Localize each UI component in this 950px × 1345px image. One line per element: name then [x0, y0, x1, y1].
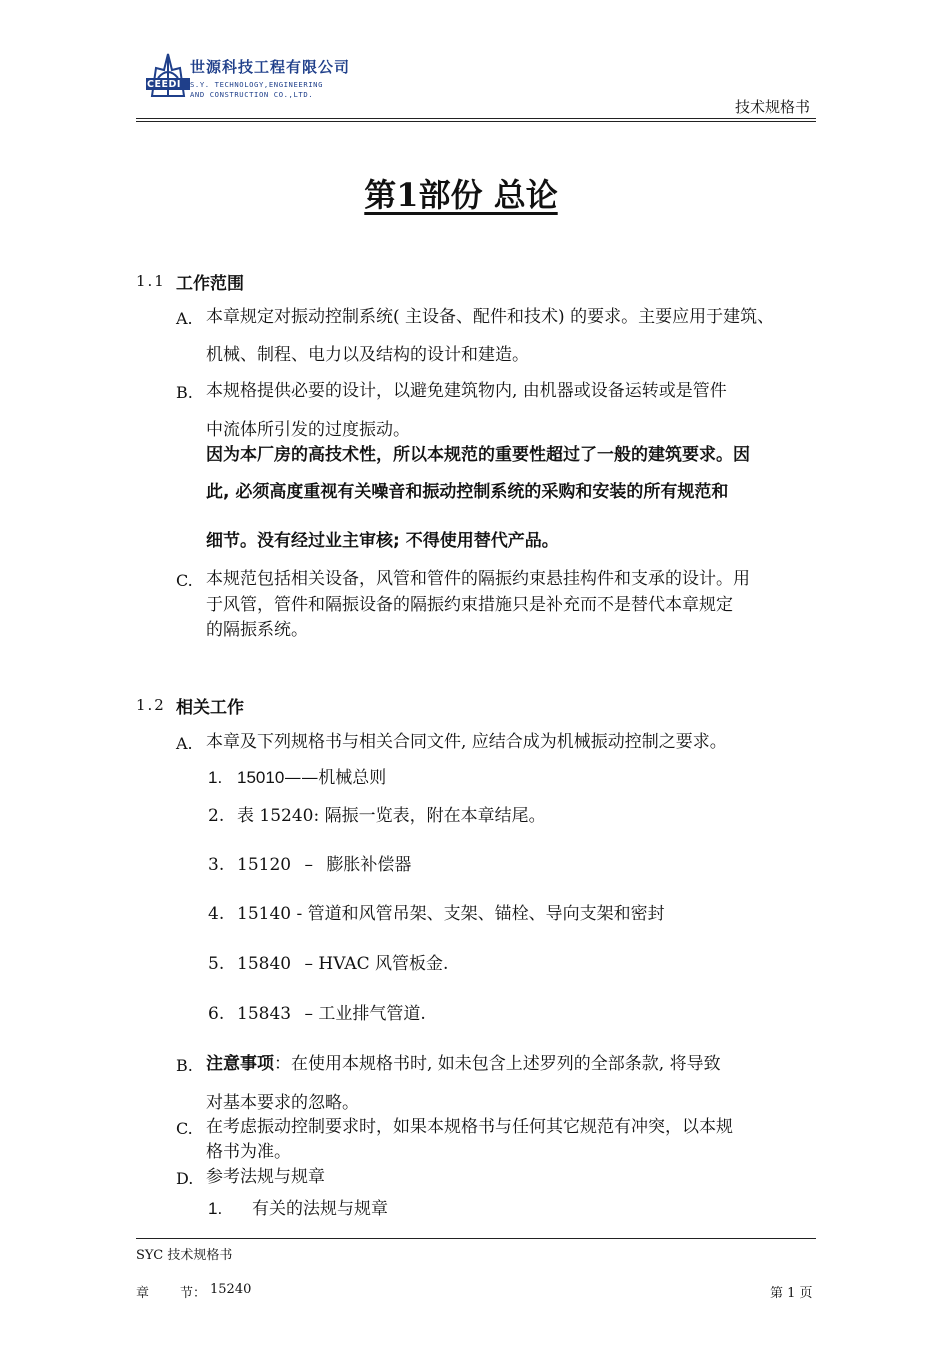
item-label: B.	[176, 383, 193, 402]
item-label: C.	[176, 571, 193, 590]
list-number: 6.	[208, 1004, 225, 1024]
page-title: 第1部份 总论	[364, 176, 558, 214]
section-title: 相关工作	[176, 698, 244, 718]
list-item: 有关的法规与规章	[252, 1199, 388, 1219]
company-name-en-1: S.Y. TECHNOLOGY,ENGINEERING	[190, 80, 324, 89]
section-title: 工作范围	[176, 274, 244, 294]
list-number: 1.	[208, 1199, 223, 1218]
paragraph-line: 中流体所引发的过度振动。	[206, 420, 410, 440]
paragraph-line: 本规范包括相关设备，风管和管件的隔振约束悬挂构件和支承的设计。用	[206, 569, 750, 589]
footer-section-label: 节：	[180, 1286, 207, 1301]
list-item: 15120 – 膨胀补偿器	[237, 855, 412, 875]
paragraph-line: 本章规定对振动控制系统( 主设备、配件和技术) 的要求。主要应用于建筑、	[206, 307, 775, 327]
paragraph-line: 的隔振系统。	[206, 620, 308, 640]
logo-emblem-text: CEEDI	[147, 79, 181, 90]
item-label: A.	[176, 734, 193, 753]
list-number: 2.	[208, 806, 225, 826]
paragraph-line: 于风管，管件和隔振设备的隔振约束措施只是补充而不是替代本章规定	[206, 595, 733, 615]
paragraph-line: 本规格提供必要的设计，以避免建筑物内, 由机器或设备运转或是管件	[206, 381, 727, 401]
paragraph-line: 注意事项：在使用本规格书时, 如未包含上述罗列的全部条款, 将导致	[206, 1054, 721, 1074]
emphasis-line: 此, 必须高度重视有关噪音和振动控制系统的采购和安装的所有规范和	[206, 482, 729, 502]
list-item: 15843 – 工业排气管道.	[237, 1004, 426, 1024]
item-label: B.	[176, 1056, 193, 1075]
header-divider	[136, 118, 816, 119]
paragraph-line: 参考法规与规章	[206, 1167, 325, 1187]
paragraph-line: 机械、制程、电力以及结构的设计和建造。	[206, 345, 529, 365]
list-number: 5.	[208, 954, 225, 974]
list-item: 15840 – HVAC 风管板金.	[237, 954, 449, 974]
section-number: 1.2	[136, 696, 166, 714]
company-name-cn: 世源科技工程有限公司	[190, 58, 351, 76]
list-number: 4.	[208, 904, 225, 924]
list-item: 15010——机械总则	[237, 768, 387, 788]
paragraph-line: 在考虑振动控制要求时，如果本规格书与任何其它规范有冲突，以本规	[206, 1117, 733, 1137]
footer-chapter-label: 章	[136, 1286, 150, 1301]
header-divider-2	[136, 121, 816, 122]
footer-section-value: 15240	[210, 1282, 252, 1297]
list-item: 15140 - 管道和风管吊架、支架、锚栓、导向支架和密封	[237, 904, 665, 924]
list-number: 3.	[208, 855, 225, 875]
emphasis-line: 因为本厂房的高技术性，所以本规范的重要性超过了一般的建筑要求。因	[206, 445, 750, 465]
paragraph-line: 本章及下列规格书与相关合同文件, 应结合成为机械振动控制之要求。	[206, 732, 727, 752]
footer-doc-name: SYC 技术规格书	[136, 1248, 233, 1263]
paragraph-line: 格书为准。	[206, 1142, 291, 1162]
item-label: C.	[176, 1119, 193, 1138]
list-item: 表 15240: 隔振一览表，附在本章结尾。	[237, 806, 546, 826]
footer-divider	[136, 1238, 816, 1239]
section-number: 1.1	[136, 272, 166, 290]
company-name-en-2: AND CONSTRUCTION CO.,LTD.	[190, 90, 314, 99]
paragraph-line: 对基本要求的忽略。	[206, 1093, 359, 1113]
company-logo	[146, 52, 351, 108]
note-lead: 注意事项	[206, 1054, 274, 1074]
item-label: D.	[176, 1169, 194, 1188]
header-doc-type: 技术规格书	[734, 98, 810, 116]
emphasis-line: 细节。没有经过业主审核; 不得使用替代产品。	[206, 531, 559, 551]
item-label: A.	[176, 309, 193, 328]
footer-page-number: 第 1 页	[770, 1286, 813, 1301]
list-number: 1.	[208, 768, 223, 787]
